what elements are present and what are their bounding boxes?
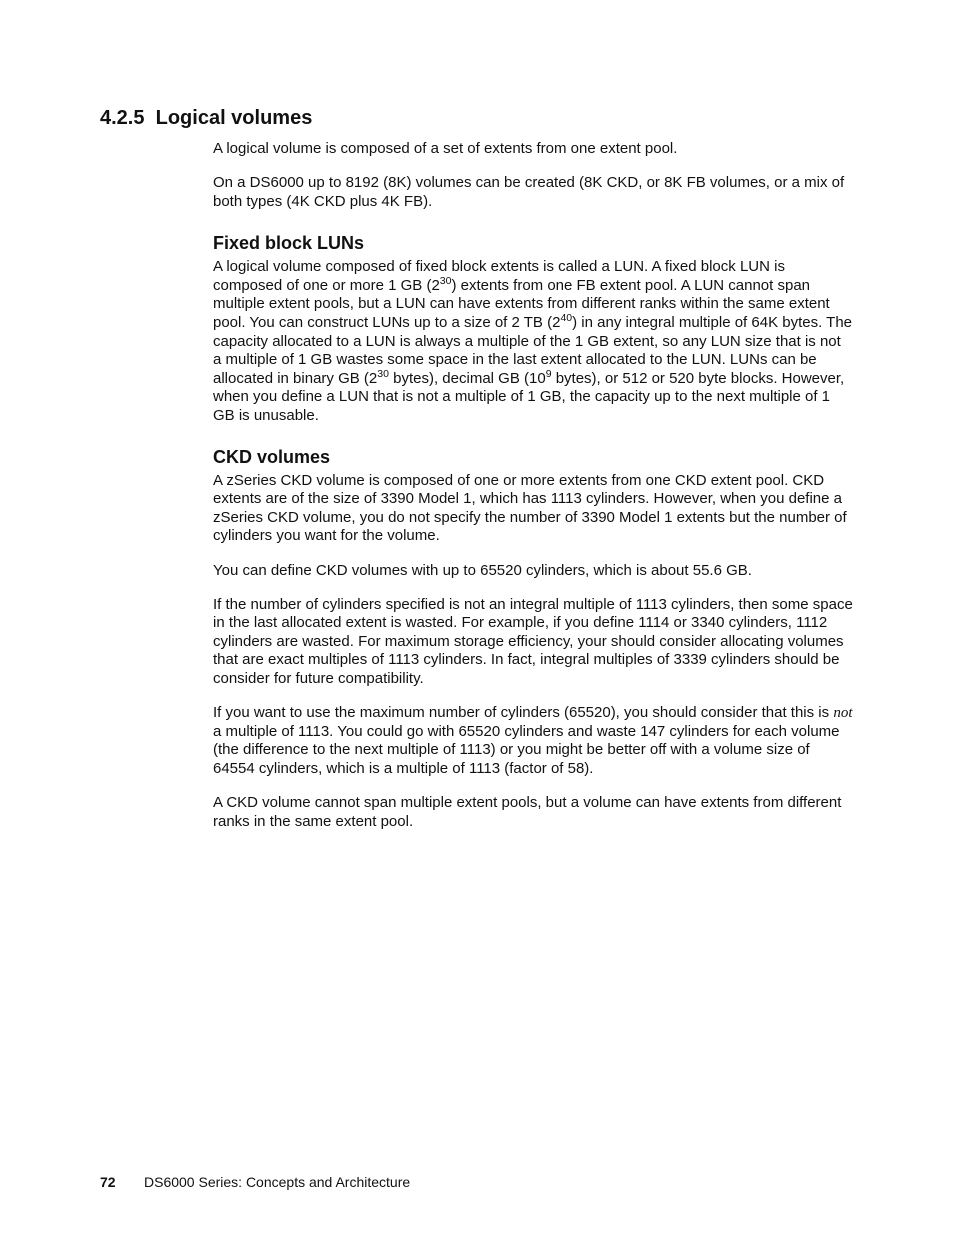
- text-run: A logical volume composed of fixed block extents is called a LUN. A fixed block LUN is composed of one or more 1 GB (2: [213, 258, 785, 294]
- text-run: ) extents from one FB extent pool. A LUN cannot span multiple extent pools, but a LUN can have extents from different ranks within the same extent pool. You can construct LUNs up to a size of 2 TB (2: [213, 276, 830, 332]
- section-number: 4.2.5: [100, 107, 145, 129]
- ckd-volumes-heading: CKD volumes: [213, 446, 331, 467]
- superscript: 9: [545, 368, 552, 381]
- ckd-paragraph-5: A CKD volume cannot span multiple extent pools, but a volume can have extents from different ranks in the same extent pool.: [213, 793, 842, 830]
- text-run: If you want to use the maximum number of cylinders (65520), you should consider that this is: [213, 704, 834, 722]
- ckd-paragraph-1: A zSeries CKD volume is composed of one or more extents from one CKD extent pool. CKD extents are of the size of 3390 Model 1, which has 1113 cylinders. However, when you define a zSeries CKD volume, you do not specify the number of 3390 Model 1 extents but the number of cylinders you want for the volume.: [213, 471, 847, 545]
- fixed-block-luns-heading: Fixed block LUNs: [213, 233, 365, 254]
- emphasis: not: [833, 705, 853, 722]
- ckd-paragraph-4: [213, 704, 853, 778]
- section-heading: [100, 105, 312, 131]
- book-title: DS6000 Series: Concepts and Architecture: [144, 1174, 411, 1190]
- fixed-block-paragraph: [213, 258, 853, 425]
- text-run: a multiple of 1113. You could go with 65520 cylinders and waste 147 cylinders for each volume (the difference to the next multiple of 1113) or you might be better off with a volume size of 64554 cylinders, which is a multiple of 1113 (factor of 58).: [213, 722, 840, 777]
- body-text: [213, 140, 853, 847]
- text-run: bytes), decimal GB (10: [388, 369, 546, 387]
- page-footer: [100, 1172, 410, 1192]
- ckd-paragraph-3: If the number of cylinders specified is not an integral multiple of 1113 cylinders, then some space in the last allocated extent is wasted. For example, if you define 1114 or 3340 cylinders, 1112 cylinders are wasted. For maximum storage efficiency, your should consider allocating volumes that are exact multiples of 1113 cylinders. In fact, integral multiples of 3339 cylinders should be consider for future compatibility.: [213, 595, 853, 687]
- section-title: Logical volumes: [155, 107, 313, 129]
- ckd-paragraph-2: You can define CKD volumes with up to 65520 cylinders, which is about 55.6 GB.: [213, 561, 752, 579]
- superscript: 30: [439, 275, 452, 288]
- superscript: 40: [560, 312, 573, 325]
- page-number: 72: [100, 1174, 116, 1190]
- intro-paragraph-1: A logical volume is composed of a set of extents from one extent pool.: [213, 140, 678, 157]
- intro-paragraph-2: On a DS6000 up to 8192 (8K) volumes can be created (8K CKD, or 8K FB volumes, or a mix of both types (4K CKD plus 4K FB).: [213, 174, 845, 210]
- text-run: bytes), or 512 or 520 byte blocks. However, when you define a LUN that is not a multiple of 1 GB, the capacity up to the next multiple of 1 GB is unusable.: [213, 369, 845, 425]
- superscript: 30: [377, 368, 389, 381]
- text-run: ) in any integral multiple of 64K bytes. The capacity allocated to a LUN is always a multiple of the 1 GB extent, so any LUN size that is not a multiple of 1 GB wastes some space in the last extent allocated to the LUN. LUNs can be allocated in binary GB (2: [213, 314, 852, 387]
